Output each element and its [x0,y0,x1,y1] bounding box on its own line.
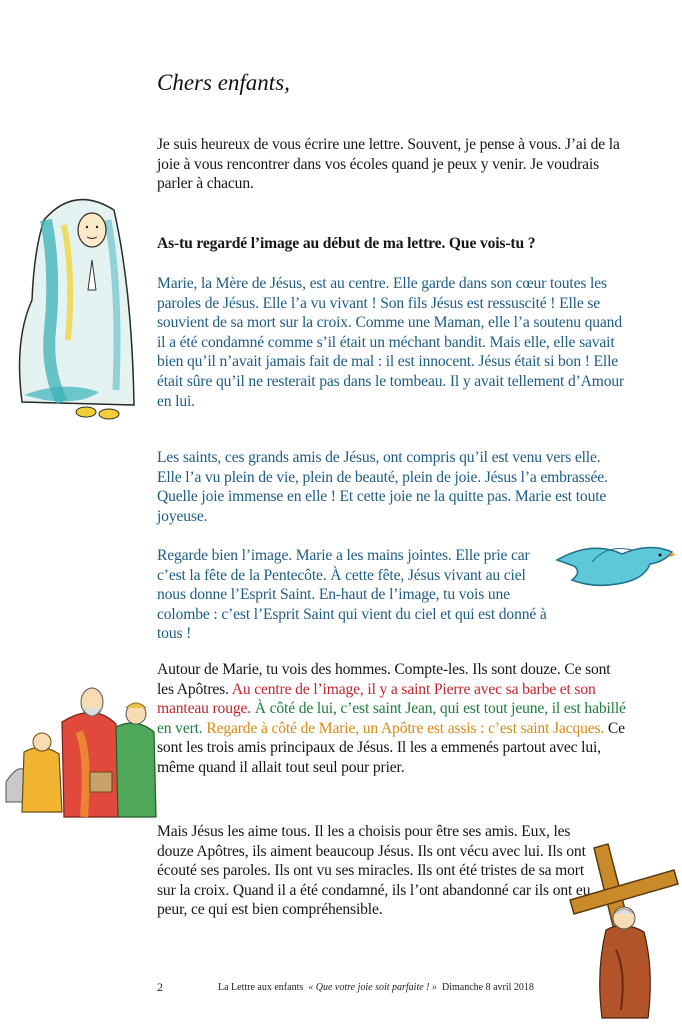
mary-illustration-icon [4,180,154,430]
mary-paragraph: Marie, la Mère de Jésus, est au centre. Elle garde dans son cœur toutes les paroles de Jésus. Elle l’a vu vivant ! Son fils Jésus est ressuscité ! Elle se souvient de sa mort sur la croix. Comme une Maman, elle l’a soutenu quand il a été condamné comme s’il était un méchant bandit. Mais elle, elle savait bien qu’il n’avait jamais fait de mal : il est innocent. Jésus était si bon ! Elle était sûre qu’il ne resterait pas dans le tombeau. Il y avait tellement d’Amour en lui. [157,275,625,410]
footer-subtitle: « Que votre joie soit parfaite ! » [308,982,438,993]
footer-line [218,982,534,993]
apostles-text-intro: Autour de Marie, tu vois des hommes. Compte-les. Ils sont douze. Ce sont les Apôtres. [157,661,611,698]
saints-paragraph: Les saints, ces grands amis de Jésus, ont compris qu’il est venu vers elle. Elle l’a vu plein de vie, plein de beauté, plein de joie. Jésus l’a embrassée. Quelle joie immense en elle ! Et cette joie ne la quitte pas. Marie est toute joyeuse. [157,449,608,525]
footer-date: Dimanche 8 avril 2018 [442,982,534,993]
pentecost-paragraph: Regarde bien l’image. Marie a les mains jointes. Elle prie car c’est la fête de la Pentecôte. À cette fête, Jésus vivant au ciel nous donne l’Esprit Saint. En-haut de l’image, tu vois une colombe : c’est l’Esprit Saint qui vient du ciel et qui est donné à tous ! [157,547,547,643]
apostles-paragraph [157,660,627,778]
footer-publication: La Lettre aux enfants [218,982,304,993]
page-number: 2 [157,980,163,994]
love-paragraph: Mais Jésus les aime tous. Il les a choisis pour être ses amis. Eux, les douze Apôtres, ils aiment beaucoup Jésus. Ils ont vécu avec lui. Ils ont écouté ses paroles. Ils ont vu ses miracles. Ils ont été tristes de sa mort sur la croix. Quand il a été condamné, ils l’ont abandonné car ils ont eu peur, ce qui est bien compréhensible. [157,823,591,919]
apostles-text-end: Ce sont les trois amis principaux de Jésus. Il les a emmenés partout avec lui, même quand il allait tout seul pour prier. [157,719,625,776]
cross-illustration-icon [566,840,680,1022]
intro-paragraph: Je suis heureux de vous écrire une lettre. Souvent, je pense à vous. J’ai de la joie à vous rencontrer dans vos écoles quand je peux y venir. Je voudrais parler à chacun. [157,136,620,193]
john-text: À côté de lui, c’est saint Jean, qui est tout jeune, il est habillé en vert. [157,700,626,737]
james-text: Regarde à côté de Marie, un Apôtre est assis : c’est saint Jacques. [206,719,608,737]
question-heading: As-tu regardé l’image au début de ma lettre. Que vois-tu ? [157,235,536,252]
peter-text: Au centre de l’image, il y a saint Pierre avec sa barbe et son manteau rouge. [157,680,596,718]
greeting-heading: Chers enfants, [157,70,290,95]
apostles-illustration-icon [4,672,162,822]
dove-illustration-icon [552,532,677,607]
